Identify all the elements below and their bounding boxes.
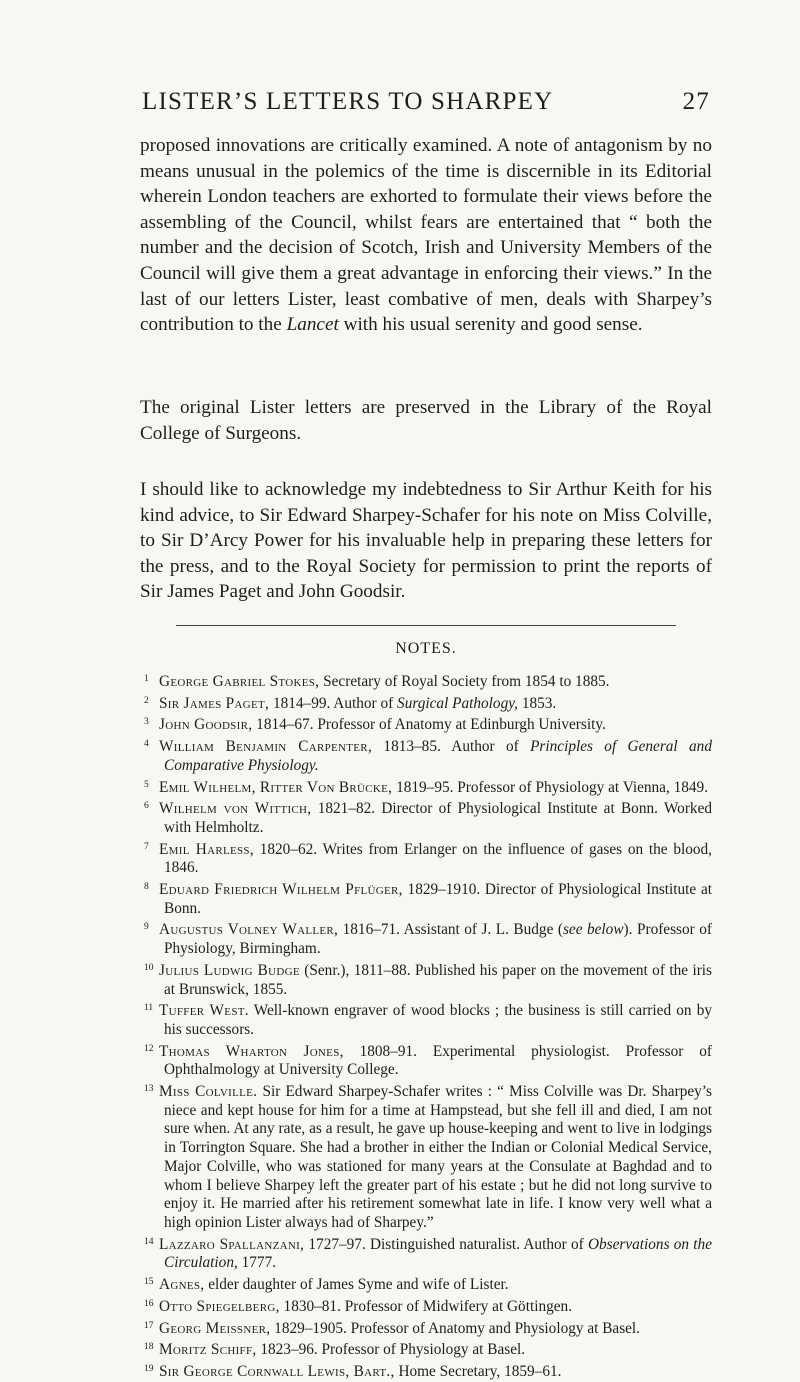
note-item xyxy=(144,1295,712,1317)
note-number: 15 xyxy=(144,1277,154,1288)
note-work-title: see below xyxy=(562,921,624,939)
note-text: elder daughter of James Syme and wife of Lister. xyxy=(204,1276,509,1294)
note-item xyxy=(144,797,712,837)
note-item xyxy=(144,1080,712,1233)
paragraph-letters-location: The original Lister letters are preserved in the Library of the Royal College of Surgeons. xyxy=(140,397,712,444)
note-item xyxy=(144,692,712,714)
running-title: LISTER’S LETTERS TO SHARPEY xyxy=(142,88,554,115)
note-person-name: Wilhelm von Wittich, xyxy=(159,800,312,818)
note-number: 13 xyxy=(144,1084,154,1095)
note-person-name: Augustus Volney Waller, xyxy=(159,921,339,939)
page-number: 27 xyxy=(682,88,710,115)
note-text: 1829–1910. Director of Physiological Institute at Bonn. xyxy=(164,881,712,917)
note-work-title: Principles of General and Comparative Physiology. xyxy=(164,738,712,774)
note-number: 11 xyxy=(144,1003,154,1014)
note-item xyxy=(144,1273,712,1295)
note-person-name: Moritz Schiff, xyxy=(159,1341,257,1359)
note-text: 1814–67. Professor of Anatomy at Edinburgh University. xyxy=(252,716,606,734)
note-person-name: Sir James Paget, xyxy=(159,694,270,712)
note-text: 1853. xyxy=(518,694,557,712)
note-number: 10 xyxy=(144,962,154,973)
note-item xyxy=(144,713,712,735)
section-divider xyxy=(176,625,676,626)
note-number: 6 xyxy=(144,801,149,812)
note-number: 4 xyxy=(144,739,149,750)
note-text: 1777. xyxy=(237,1254,277,1272)
note-number: 5 xyxy=(144,779,149,790)
note-work-title: Surgical Pathology, xyxy=(397,694,518,712)
note-item xyxy=(144,1360,712,1382)
note-text: 1808–91. Experimental physiologist. Professor of Ophthalmology at University College. xyxy=(164,1042,712,1079)
note-number: 8 xyxy=(144,882,149,893)
note-person-name: William Benjamin Carpenter, xyxy=(159,738,373,756)
note-person-name: Sir George Cornwall Lewis, Bart., xyxy=(159,1362,395,1380)
note-item xyxy=(144,959,712,999)
note-text: 1820–62. Writes from Erlanger on the influence of gases on the blood, 1846. xyxy=(164,840,712,877)
note-text: 1813–85. Author of xyxy=(372,738,531,756)
note-text: 1727–97. Distinguished naturalist. Author of xyxy=(304,1235,588,1253)
note-person-name: Emil Wilhelm, Ritter Von Brücke, xyxy=(159,778,393,796)
running-header xyxy=(142,88,710,116)
note-item xyxy=(144,1338,712,1360)
note-text: ). Professor of Physiology, Birmingham. xyxy=(164,921,712,958)
note-number: 1 xyxy=(144,674,149,684)
note-text: 1829–1905. Professor of Anatomy and Physiology at Basel. xyxy=(270,1319,641,1337)
paragraph-acknowledgements: I should like to acknowledge my indebtedness to Sir Arthur Keith for his kind advice, to Sir Edward Sharpey-Schafer for his note on Miss Colville, to Sir D’Arcy Power for his invaluable help in preparing these letters for the press, and to the Royal Society for permission to print the reports of Sir James Paget and John Goodsir. xyxy=(140,479,712,603)
note-number: 9 xyxy=(144,922,149,933)
note-item xyxy=(144,735,712,775)
note-number: 2 xyxy=(144,695,149,706)
note-person-name: Miss Colville. xyxy=(159,1083,258,1101)
note-number: 18 xyxy=(144,1342,154,1353)
note-text: 1823–96. Professor of Physiology at Basel. xyxy=(256,1341,526,1359)
note-text: Sir Edward Sharpey-Schafer writes : “ Miss Colville was Dr. Sharpey’s niece and kept house for him for a time at Hampstead, but she fell ill and died, I am not sure when. At any rate, as a result, he gave up house-keeping and went to live in lodgings in Torrington Square. She had a brother in either the Indian or Colonial Medical Service, Major Colville, who was stationed for many years at the Consulate at Baghdad and to whom I believe Sharpey left the greater part of his estate ; but he did not long survive to enjoy it. He married after his retirement somewhat late in life. I know very well what a high opinion Lister always had of Sharpey.” xyxy=(164,1083,712,1231)
note-item xyxy=(144,999,712,1039)
note-person-name: Emil Harless, xyxy=(159,840,254,858)
note-item xyxy=(144,1040,712,1080)
note-person-name: Lazzaro Spallanzani, xyxy=(159,1235,305,1253)
note-text: Well-known engraver of wood blocks ; the business is still carried on by his successors. xyxy=(164,1002,712,1038)
note-person-name: Otto Spiegelberg, xyxy=(159,1297,280,1315)
note-person-name: Thomas Wharton Jones, xyxy=(159,1042,344,1060)
note-number: 14 xyxy=(144,1236,154,1247)
paragraph-editorial xyxy=(140,133,712,338)
note-item xyxy=(144,1317,712,1339)
note-item xyxy=(144,1233,712,1273)
note-item xyxy=(144,670,712,692)
notes-heading: NOTES. xyxy=(395,640,457,657)
note-text: Home Secretary, 1859–61. xyxy=(394,1362,562,1380)
note-text: 1830–81. Professor of Midwifery at Göttingen. xyxy=(279,1297,573,1315)
note-person-name: Eduard Friedrich Wilhelm Pflüger, xyxy=(159,881,403,899)
note-number: 19 xyxy=(144,1363,154,1374)
paragraph-text: proposed innovations are critically examined. A note of antagonism by no means unusual in the polemics of the time is discernible in its Editorial wherein London teachers are exhorted to formulate their views before the assembling of the Council, whilst fears are entertained that “ both the number and the decision of Scotch, Irish and University Members of the Council will give them a great advantage in enforcing their views.” In the last of our letters Lister, least combative of men, deals with Sharpey’s contribution to the xyxy=(140,135,712,336)
note-number: 16 xyxy=(144,1298,154,1309)
note-item xyxy=(144,918,712,958)
note-number: 17 xyxy=(144,1320,154,1331)
note-text: (Senr.), 1811–88. Published his paper on the movement of the iris at Brunswick, 1855. xyxy=(164,961,712,998)
note-person-name: John Goodsir, xyxy=(159,716,253,734)
notes-list xyxy=(144,670,712,1382)
note-number: 12 xyxy=(144,1043,154,1054)
note-person-name: Julius Ludwig Budge xyxy=(159,961,300,979)
note-text: Secretary of Royal Society from 1854 to 1885. xyxy=(319,673,610,690)
note-work-title: Observations on the Circulation, xyxy=(164,1235,712,1272)
note-item xyxy=(144,878,712,918)
note-number: 7 xyxy=(144,841,149,852)
note-item xyxy=(144,776,712,798)
note-text: 1816–71. Assistant of J. L. Budge ( xyxy=(338,921,563,939)
note-person-name: Tuffer West. xyxy=(159,1002,249,1020)
note-person-name: George Gabriel Stokes, xyxy=(159,673,320,690)
note-person-name: Georg Meissner, xyxy=(159,1319,271,1337)
paragraph-text: with his usual serenity and good sense. xyxy=(338,314,643,336)
note-text: 1819–95. Professor of Physiology at Vienna, 1849. xyxy=(392,778,709,796)
note-text: 1814–99. Author of xyxy=(269,694,398,712)
note-text: 1821–82. Director of Physiological Institute at Bonn. Worked with Helmholtz. xyxy=(164,800,713,836)
note-item xyxy=(144,838,712,878)
note-number: 3 xyxy=(144,717,149,728)
lancet-title: Lancet xyxy=(286,314,339,336)
note-person-name: Agnes, xyxy=(159,1276,205,1294)
